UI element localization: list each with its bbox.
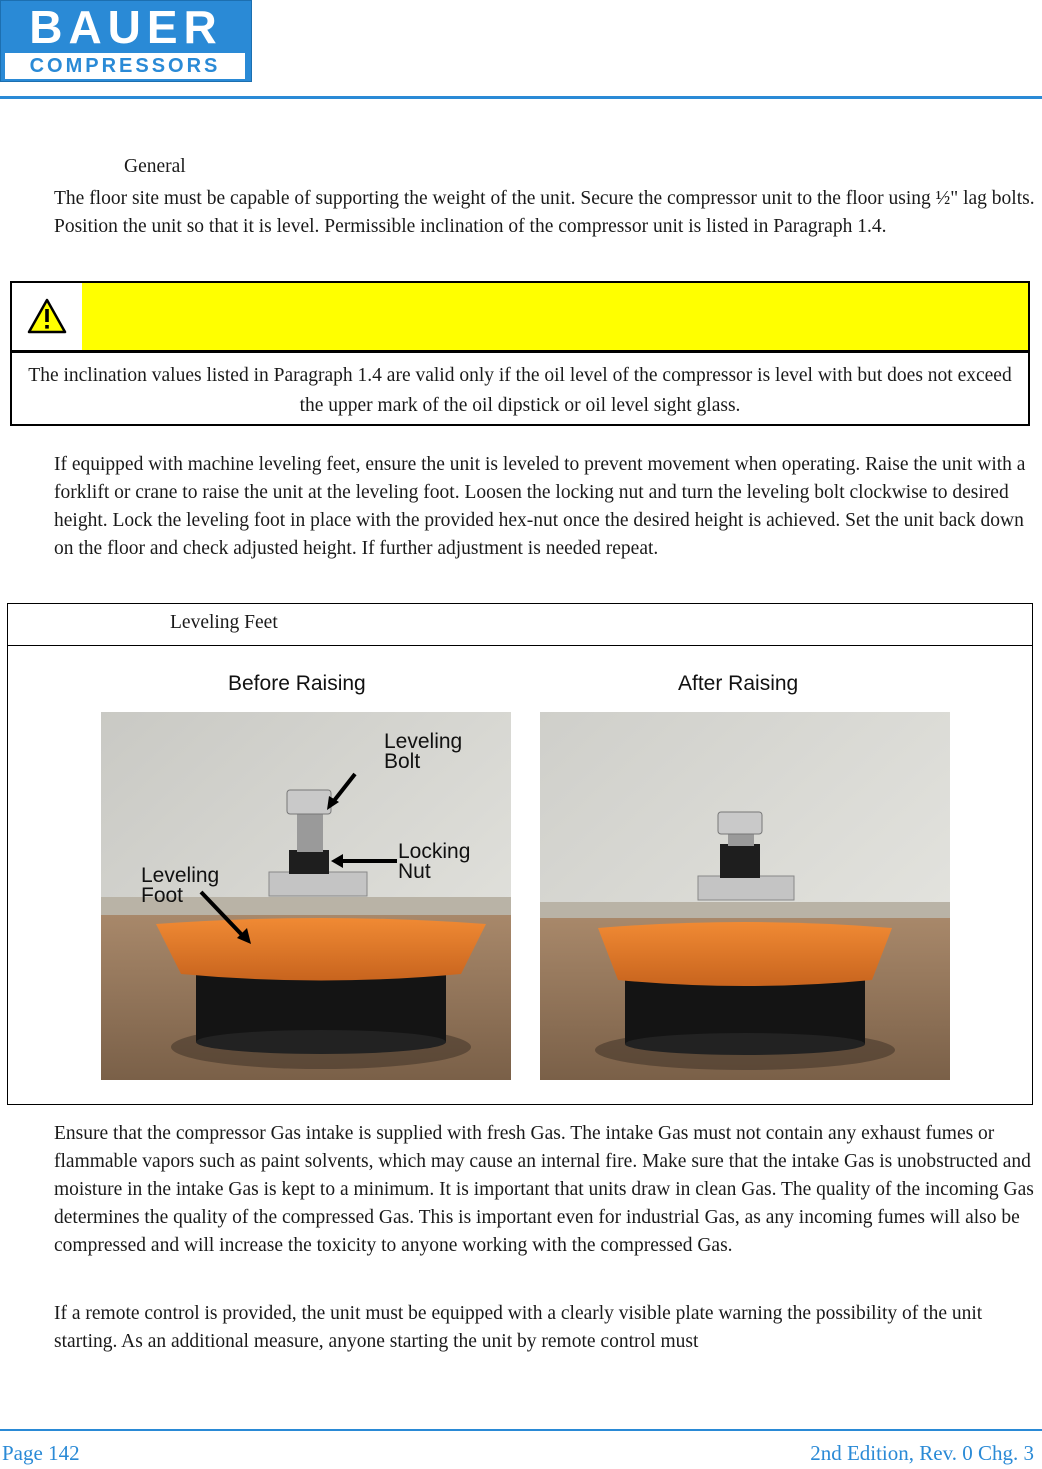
figure-title: Leveling Feet xyxy=(170,612,278,633)
warning-triangle-icon xyxy=(27,298,67,334)
figure-leveling-feet xyxy=(7,603,1033,1105)
warning-text: The inclination values listed in Paragraph 1.4 are valid only if the oil level of the compressor is level with but does not exceed the upper mark of the oil dipstick or oil level sight glass. xyxy=(28,365,1012,416)
after-raising-label: After Raising xyxy=(678,672,799,695)
header-rule xyxy=(0,96,1042,99)
figure-titlebar xyxy=(8,604,1032,646)
leveling-paragraph: If equipped with machine leveling feet, ensure the unit is leveled to prevent movement when operating. Raise the unit with a forklift or crane to raise the unit at the leveling foot. Loosen the locking nut and turn the leveling bolt clockwise to desired height. Lock the leveling foot in place with the provided hex-nut once the desired height is achieved. Set the unit back down on the floor and check adjusted height. If further adjustment is needed repeat. xyxy=(54,454,1026,559)
callout-leveling-foot: Leveling Foot xyxy=(141,864,220,907)
page-number: Page 142 xyxy=(2,1441,80,1465)
logo-subtitle: COMPRESSORS xyxy=(5,53,245,79)
warning-icon-cell xyxy=(12,283,82,350)
edition-label: 2nd Edition, Rev. 0 Chg. 3 xyxy=(810,1441,1034,1465)
after-raising-photo xyxy=(540,712,950,1080)
gas-intake-paragraph: Ensure that the compressor Gas intake is supplied with fresh Gas. The intake Gas must not contain any exhaust fumes or flammable vapors such as paint solvents, which may cause an internal fire. Make sure that the intake Gas is unobstructed and moisture in the intake Gas is kept to a minimum. It is important that units draw in clean Gas. The quality of the incoming Gas determines the quality of the compressed Gas. This is important even for industrial Gas, as any incoming fumes will also be compressed and will increase the toxicity to anyone working with the compressed Gas. xyxy=(54,1123,1034,1256)
warning-box xyxy=(10,281,1030,426)
bauer-logo xyxy=(0,0,252,82)
before-raising-label: Before Raising xyxy=(228,672,366,695)
callout-leveling-bolt: Leveling Bolt xyxy=(384,730,463,773)
warning-header xyxy=(12,283,1028,353)
section-heading: General xyxy=(124,156,186,177)
callout-locking-nut: Locking Nut xyxy=(398,840,471,883)
remote-control-paragraph: If a remote control is provided, the unit must be equipped with a clearly visible plate warning the possibility of the unit starting. As an additional measure, anyone starting the unit by remote control must xyxy=(54,1303,983,1352)
intro-paragraph: The floor site must be capable of supporting the weight of the unit. Secure the compressor unit to the floor using ½" lag bolts. Position the unit so that it is level. Permissible inclination of the compressor unit is listed in Paragraph 1.4. xyxy=(54,188,1035,237)
footer-rule xyxy=(0,1429,1042,1431)
logo-wordmark: BAUER xyxy=(29,1,223,53)
